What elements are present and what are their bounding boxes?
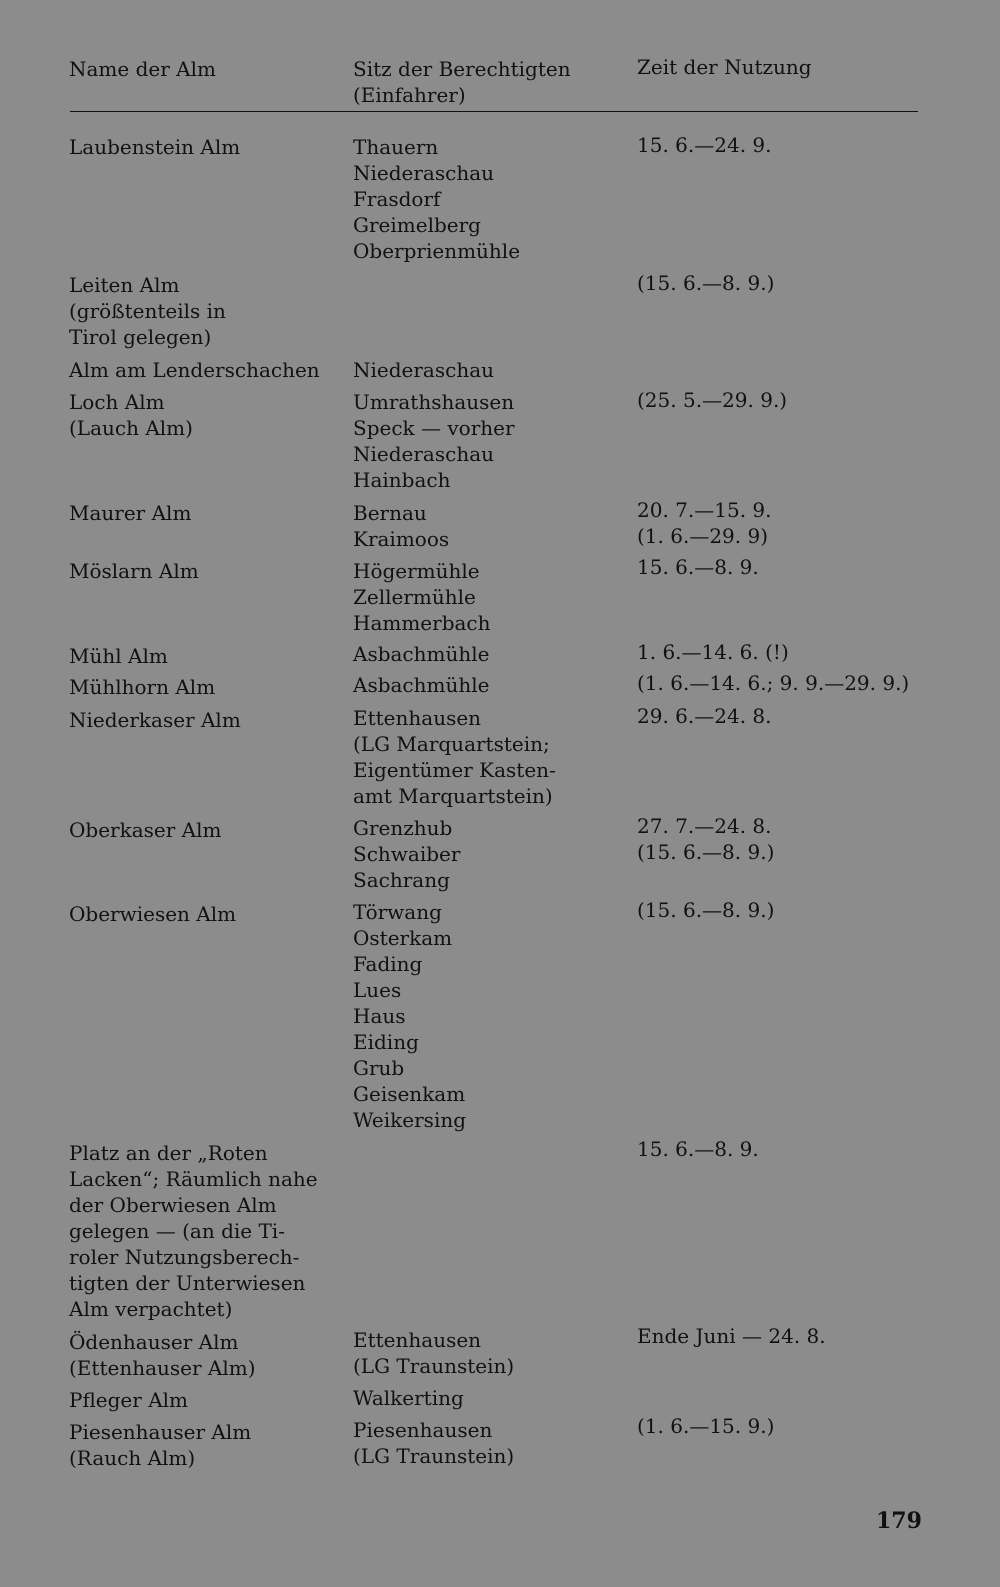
row-1-name: Leiten Alm (größtenteils in Tirol gelegen) <box>69 273 226 349</box>
page-number: 179 <box>876 1508 922 1534</box>
row-13-sitz: Walkerting <box>353 1386 464 1410</box>
row-3-name: Loch Alm (Lauch Alm) <box>69 390 193 440</box>
row-10-zeit: (15. 6.—8. 9.) <box>637 898 775 922</box>
row-12-sitz: Ettenhausen (LG Traunstein) <box>353 1328 515 1378</box>
row-6-zeit: 1. 6.—14. 6. (!) <box>637 640 789 664</box>
row-8-sitz: Ettenhausen (LG Marquartstein; Eigentümer Kasten- amt Marquartstein) <box>353 706 556 808</box>
row-4-name: Maurer Alm <box>69 501 192 525</box>
row-1-zeit: (15. 6.—8. 9.) <box>637 271 775 295</box>
row-12-zeit: Ende Juni — 24. 8. <box>637 1324 826 1348</box>
row-10-name: Oberwiesen Alm <box>69 902 237 926</box>
row-8-zeit: 29. 6.—24. 8. <box>637 704 772 728</box>
row-0-sitz: Thauern Niederaschau Frasdorf Greimelberg Oberprienmühle <box>353 135 521 263</box>
row-14-sitz: Piesenhausen (LG Traunstein) <box>353 1418 515 1468</box>
row-4-sitz: Bernau Kraimoos <box>353 501 450 551</box>
row-6-name: Mühl Alm <box>69 644 168 668</box>
row-6-sitz: Asbachmühle <box>353 642 490 666</box>
row-5-zeit: 15. 6.—8. 9. <box>637 555 759 579</box>
row-7-name: Mühlhorn Alm <box>69 675 216 699</box>
row-9-zeit: 27. 7.—24. 8. (15. 6.—8. 9.) <box>637 814 775 864</box>
row-3-zeit: (25. 5.—29. 9.) <box>637 388 788 412</box>
row-9-name: Oberkaser Alm <box>69 818 222 842</box>
header-zeit-der-nutzung: Zeit der Nutzung <box>637 55 812 79</box>
row-9-sitz: Grenzhub Schwaiber Sachrang <box>353 816 461 892</box>
header-sitz-der-berechtigten: Sitz der Berechtigten (Einfahrer) <box>353 57 571 107</box>
row-13-name: Pfleger Alm <box>69 1388 188 1412</box>
row-10-sitz: Törwang Osterkam Fading Lues Haus Eiding Grub Geisenkam Weikersing <box>353 900 467 1132</box>
row-0-zeit: 15. 6.—24. 9. <box>637 133 772 157</box>
row-8-name: Niederkaser Alm <box>69 708 241 732</box>
row-5-sitz: Högermühle Zellermühle Hammerbach <box>353 559 491 635</box>
row-7-sitz: Asbachmühle <box>353 673 490 697</box>
row-14-zeit: (1. 6.—15. 9.) <box>637 1414 775 1438</box>
row-12-name: Ödenhauser Alm (Ettenhauser Alm) <box>69 1330 256 1380</box>
row-0-name: Laubenstein Alm <box>69 135 241 159</box>
row-5-name: Möslarn Alm <box>69 559 199 583</box>
row-4-zeit: 20. 7.—15. 9. (1. 6.—29. 9) <box>637 498 772 548</box>
row-11-name: Platz an der „Roten Lacken“; Räumlich nahe der Oberwiesen Alm gelegen — (an die Ti- roler Nutzungsberech- tigten der Unterwiesen Alm verpachtet) <box>69 1141 318 1321</box>
row-2-sitz: Niederaschau <box>353 358 495 382</box>
header-name-der-alm: Name der Alm <box>69 57 216 81</box>
row-3-sitz: Umrathshausen Speck — vorher Niederaschau Hainbach <box>353 390 515 492</box>
row-2-name: Alm am Lenderschachen <box>69 358 320 382</box>
row-7-zeit: (1. 6.—14. 6.; 9. 9.—29. 9.) <box>637 671 910 695</box>
row-14-name: Piesenhauser Alm (Rauch Alm) <box>69 1420 252 1470</box>
header-rule <box>70 111 918 112</box>
row-11-zeit: 15. 6.—8. 9. <box>637 1137 759 1161</box>
